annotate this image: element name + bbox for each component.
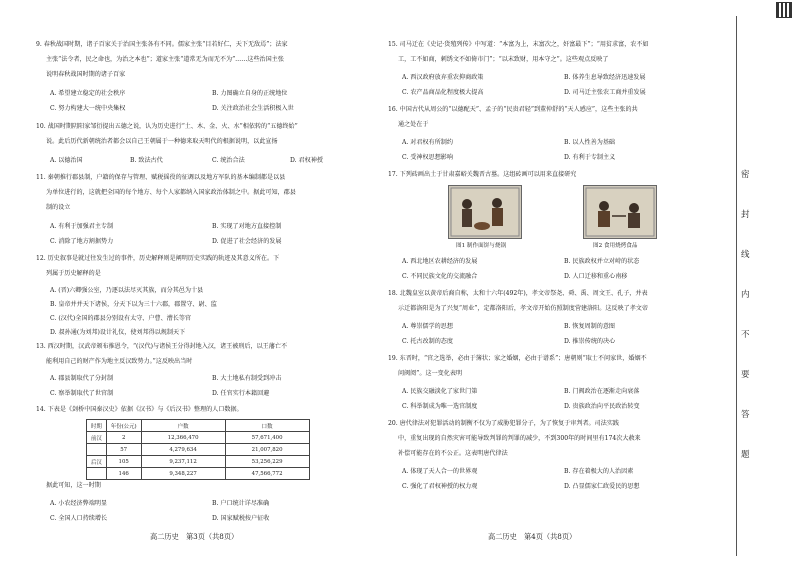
- table-cell: 105: [106, 456, 141, 468]
- question-16-line-1: 16. 中国古代从周公的“以德配天”、孟子的“民贵君轻”到董仲舒的“天人感应”，这些主张的共: [388, 106, 638, 113]
- figure-1-caption: 图1 制作面饼与烧锅: [456, 243, 507, 249]
- q20-option-c: C. 强化了君权神授的权力观: [402, 483, 478, 490]
- q11-option-d: D. 促进了社会经济的发展: [212, 238, 282, 245]
- table-cell: 后汉: [87, 456, 107, 468]
- question-17-line-1: 17. 下列砖画出土于甘肃嘉峪关魏晋古墓。这组砖画可以用来直接研究: [388, 171, 577, 178]
- q15-option-a: A. 西汉政府放弃重农抑商政策: [402, 74, 484, 81]
- table-row: [87, 468, 310, 480]
- table-cell: 4,279,634: [141, 444, 225, 456]
- seal-char: 线: [741, 250, 750, 260]
- brick-painting-1: [448, 185, 522, 239]
- q19-option-a: A. 民族交融淡化了家世门第: [402, 388, 478, 395]
- q9-option-a: A. 希望建立稳定的社会秩序: [50, 90, 126, 97]
- table-row: [87, 456, 310, 468]
- seal-char: 密: [741, 170, 750, 180]
- q19-option-d: D. 贵族政治向平民政治转变: [564, 403, 640, 410]
- q11-option-c: C. 消除了地方割据势力: [50, 238, 114, 245]
- q18-option-c: C. 托古改制的态度: [402, 338, 453, 345]
- q12-option-a: A. (晋)六卿强公室，乃逐以法尽灭其族，而分其邑为十县: [50, 287, 204, 294]
- exam-page-4: [378, 0, 726, 568]
- q9-option-c: C. 努力构建大一统中央集权: [50, 105, 126, 112]
- question-9-line-3: 说明春秋战国时期的诸子百家: [46, 71, 126, 78]
- question-12-line-1: 12. 历史叙事是就过往发生过的事件，历史解释则是阐明历史实践的轨迹及其意义所在。下: [36, 255, 280, 262]
- q15-option-d: D. 司马迁主张农工商并重发展: [564, 89, 646, 96]
- q11-option-a: A. 有利于加强君主专制: [50, 223, 114, 230]
- q15-option-c: C. 农产品商品化程度极大提高: [402, 89, 484, 96]
- qr-code-icon: [776, 2, 792, 18]
- q10-option-a: A. 以德治国: [50, 157, 83, 164]
- q18-option-b: B. 恢复周制的意图: [564, 323, 616, 330]
- exam-page-3: [0, 0, 370, 568]
- q20-option-d: D. 凸显儒家仁政爱民的思想: [564, 483, 640, 490]
- question-15-line-1: 15. 司马迁在《史记·货殖列传》中写道：“本富为上，末富次之，奸富最下”；“用贫求富，农不如: [388, 41, 649, 48]
- page-footer: 高二历史 第4页（共8页）: [488, 532, 577, 541]
- question-14-line-2: 据此可知，这一时期: [46, 482, 101, 489]
- question-10-line-2: 说。此后历代新朝统治者都会以自己王朝属于一种德来取天明代的根据说明，以此宣扬: [46, 138, 278, 145]
- q15-option-b: B. 体养生息导致经济迅速发展: [564, 74, 646, 81]
- table-cell: 9,348,227: [141, 468, 225, 480]
- question-12-line-2: 列属于历史解释的是: [46, 270, 101, 277]
- q14-option-a: A. 小农经济弊端明显: [50, 500, 108, 507]
- table-row: [87, 444, 310, 456]
- table-row: [87, 432, 310, 444]
- question-18-line-2: 示迁都洛阳是为了兴复“周业”，定都洛阳后，孝文帝开始仿照制度营建洛阳。这反映了孝文帝: [398, 305, 648, 312]
- q12-option-c: C. (汉代)全国的郡县分别设有太守、户曹、漕长等官: [50, 315, 192, 322]
- q18-option-d: D. 推崇传统的决心: [564, 338, 616, 345]
- q13-option-d: D. 任官实行本籍回避: [212, 390, 270, 397]
- q14-option-d: D. 国家赋税按户征收: [212, 515, 270, 522]
- question-13-line-2: 能利用自己的财产作为地主反汉致势力。”这反映出当时: [46, 358, 193, 365]
- table-cell: 12,366,470: [141, 432, 225, 444]
- table-cell: 53,256,229: [225, 456, 309, 468]
- q11-option-b: B. 实现了对地方直接控制: [212, 223, 282, 230]
- population-table: [86, 419, 310, 480]
- q13-option-b: B. 大土地私有制受到冲击: [212, 375, 282, 382]
- seal-char: 内: [741, 290, 750, 300]
- seal-char: 题: [741, 450, 750, 460]
- table-cell: [87, 444, 107, 456]
- q19-option-c: C. 科举制成为唯一选官制度: [402, 403, 478, 410]
- question-9-line-2: 主张“法令者，民之命也，为治之本也”；道家主张“道常无为而无不为”……这些治国主张: [46, 56, 284, 63]
- q20-option-a: A. 体现了天人合一的世界观: [402, 468, 478, 475]
- q18-option-a: A. 尊崇儒学的思想: [402, 323, 453, 330]
- q16-option-c: C. 受神权思想影响: [402, 154, 453, 161]
- question-19-line-2: 问阀阅”。这一变化表明: [398, 370, 463, 377]
- question-20-line-2: 中，重复出现的自然灾害可能导致判罪的判罪的减少，不到300年的时间里有174次大赦来: [398, 435, 641, 442]
- q13-option-c: C. 察举制取代了世官制: [50, 390, 114, 397]
- table-cell: 21,007,820: [225, 444, 309, 456]
- question-20-line-1: 20. 唐代律法对犯罪活动的制衡不仅为了威胁犯罪分子，为了恢复于审判者。司法实践: [388, 420, 620, 427]
- seal-line: [736, 16, 737, 556]
- question-11-line-3: 制的设立: [46, 204, 71, 211]
- q10-option-b: B. 致法古代: [130, 157, 163, 164]
- q16-option-b: B. 以人性善为基础: [564, 139, 616, 146]
- seal-char: 不: [741, 330, 750, 340]
- q20-option-b: B. 存在着极大的人治因素: [564, 468, 634, 475]
- q9-option-b: B. 力图确立自身的正统地位: [212, 90, 288, 97]
- question-16-line-2: 通之处在于: [398, 121, 429, 128]
- page-footer: 高二历史 第3页（共8页）: [150, 532, 239, 541]
- question-18-line-1: 18. 北魏皇室以黄帝后裔自称，太和十六年(492年)，孝文帝祭尧、舜、禹、周文王、孔子，并表: [388, 290, 648, 297]
- brick-painting-2: [583, 185, 657, 239]
- q16-option-d: D. 有利于专制主义: [564, 154, 616, 161]
- q10-option-d: D. 君权神授: [290, 157, 323, 164]
- question-20-line-3: 补偿可能存在的不公正。这表明唐代律法: [398, 450, 508, 457]
- q17-option-a: A. 西北地区农耕经济的发展: [402, 258, 478, 265]
- table-header: 口数: [225, 420, 309, 432]
- question-10-line-1: 10. 战国时期阴阳家邹衍提出五德之说，认为历史进行“土、木、金、火、水”相依转的“五德终始”: [36, 123, 298, 130]
- q14-option-c: C. 全国人口持续增长: [50, 515, 108, 522]
- painting-figures-icon: [449, 186, 521, 238]
- table-cell: 47,566,772: [225, 468, 309, 480]
- seal-char: 答: [741, 410, 750, 420]
- q14-option-b: B. 户口统计详尽准确: [212, 500, 270, 507]
- seal-char: 要: [741, 370, 750, 380]
- table-cell: 9,237,112: [141, 456, 225, 468]
- q12-option-d: D. 叔孙通(为刘邦)设计礼仪，使刘邦得以规制天下: [50, 329, 186, 336]
- table-cell: 2: [106, 432, 141, 444]
- table-header: 户数: [141, 420, 225, 432]
- table-header: 年份(公元): [106, 420, 141, 432]
- question-11-line-1: 11. 秦朝推行郡县制，户籍的保存与管理、赋税徭役的征调以及地方军队的基本编制都是以县: [36, 174, 286, 181]
- question-9-line-1: 9. 春秋战国时期，诸子百家关于治国主张各有不同。儒家主张“目若好仁，天下无敌焉”；法家: [36, 41, 288, 48]
- table-header: 时期: [87, 420, 107, 432]
- table-cell: 146: [106, 468, 141, 480]
- q10-option-c: C. 统治合法: [212, 157, 245, 164]
- q17-option-c: C. 不同民族文化的交流融合: [402, 273, 478, 280]
- question-19-line-1: 19. 东晋时，“官之选举，必由于簿状；家之婚姻，必由于谱系”；唐朝则“取士不问家世，婚姻不: [388, 355, 647, 362]
- figure-2-caption: 图2 食用烧烤食品: [593, 243, 638, 249]
- q19-option-b: B. 门阀政治在逐渐走向衰落: [564, 388, 640, 395]
- q13-option-a: A. 郡县制取代了分封制: [50, 375, 114, 382]
- table-header-row: [87, 420, 310, 432]
- q17-option-d: D. 人口迁移和重心南移: [564, 273, 628, 280]
- table-cell: [87, 468, 107, 480]
- q17-option-b: B. 民族政权并立对峙的状态: [564, 258, 640, 265]
- table-cell: 57,671,400: [225, 432, 309, 444]
- seal-char: 封: [741, 210, 750, 220]
- q16-option-a: A. 对君权有所制约: [402, 139, 453, 146]
- table-cell: 前汉: [87, 432, 107, 444]
- question-11-line-2: 为单位进行的，这就把全国的每个地方、每个人家都纳入国家政治体制之中。据此可知，郡县: [46, 189, 296, 196]
- painting-figures-icon: [584, 186, 656, 238]
- table-cell: 57: [106, 444, 141, 456]
- q12-option-b: B. 皇帝并并天下诸侯，分天下以为三十六郡，郡置守、尉、监: [50, 301, 217, 308]
- seal-line-band: [727, 0, 794, 568]
- question-14-line-1: 14. 下表是《剑桥中国秦汉史》依据《汉书》与《后汉书》整理的人口数据。: [36, 406, 243, 413]
- question-15-line-2: 工，工不如商，刺绣文不如倚市门”；“以末致财，用本守之”。这些观点反映了: [398, 56, 609, 63]
- q9-option-d: D. 关注政治社会生活积极入世: [212, 105, 294, 112]
- question-13-line-1: 13. 西汉时期，汉武帝颁布推恩令，“(汉代)与诸侯王分得封地入汉，诸王被刑后，以王藩亡不: [36, 343, 288, 350]
